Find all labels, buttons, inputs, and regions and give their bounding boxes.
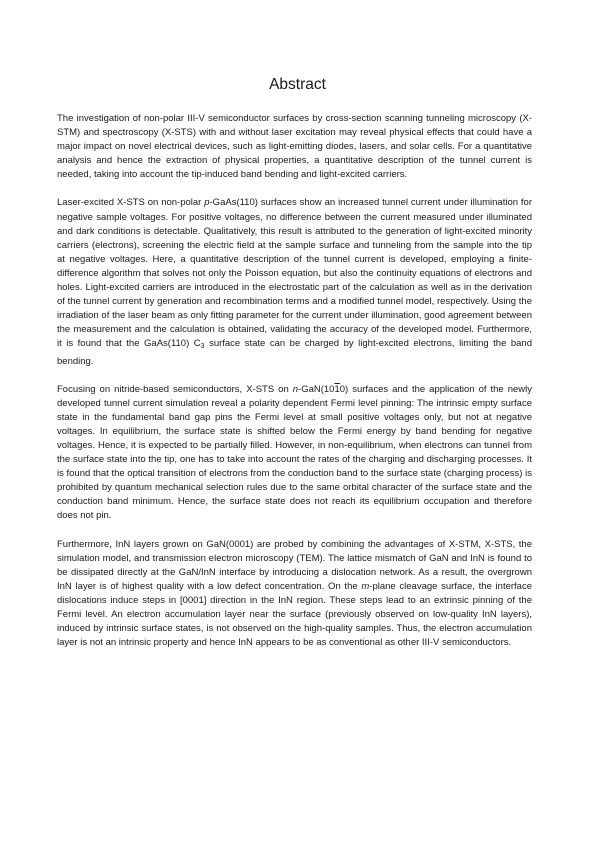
paragraph-2-text-body: surfaces show an increased tunnel current under illumination for negative sample voltages. For positive voltages, no difference between the current measured under illuminated and dark conditions is detectable. Qualitatively, this result is attributed to the generation of light-excited minority carriers (electrons), screening the electric field at the sample surface and tunneling from the sample into the tip at negative voltages. Here, a quantitative description of the tunnel current is developed, employing a finite-difference algorithm that solves not only the Poisson equation, but also the continuity equations of electrons and holes. Light-excited carriers are introduced in the electrostatic part of the calculation as well as in the derivation of the tunnel current by generation and recombination terms and a modified tunnel model, respectively. Using the irradiation of the laser beam as only fitting parameter for the current under illumination, good agreement between the measurement and the calculation is obtained, validating the accuracy of the developed model. Furthermore, it is found that the GaAs(110) C bbox=[57, 197, 532, 350]
paragraph-4-italic-m: m bbox=[361, 580, 370, 592]
paragraph-3-material-a: -GaN(10 bbox=[298, 383, 335, 395]
paragraph-3-material-b: 0) bbox=[339, 383, 349, 395]
paragraph-2-italic-p: p bbox=[204, 197, 210, 209]
paragraph-3-text-body: surfaces and the application of the newly developed tunnel current simulation reveal a polarity dependent Fermi level pinning: The intrinsic empty surface state in the fundamental band gap pins the Fermi level at small positive voltages only, but not at negative voltages. In equilibrium, the surface state is shifted below the Fermi energy by band bending for negative voltages. Hence, it is expected to be partially filled. However, in non-equilibrium, when electrons can tunnel from the surface state into the tip, one has to take into account the rates of the charging and discharging processes. It is found that the optical transition of electrons from the conduction band to the surface state (charging process) is prohibited by quantum mechanical selection rules due to the same orbital character of the surface state and the conduction band minimum. Hence, the surface state does not reach its equilibrium occupation and therefore does not pin. bbox=[57, 383, 532, 522]
page-title: Abstract bbox=[269, 76, 326, 93]
paragraph-3 bbox=[57, 383, 532, 524]
paragraph-1-text: The investigation of non-polar III-V semiconductor surfaces by cross-section scanning tunneling microscopy (X-STM) and spectroscopy (X-STS) with and without laser excitation may reveal physical effects that could have a major impact on novel electrical devices, such as light-emitting diodes, lasers, and solar cells. For a quantitative analysis and hence the extraction of physical properties, a quantitative description of the tunnel current is needed, taking into account the tip-induced band bending and light-excited carriers. bbox=[57, 113, 532, 181]
paragraph-4-text-body: -plane cleavage surface, the interface dislocations induce steps in [0001] direction in the InN region. These steps lead to an extrinsic pinning of the Fermi level. An electron accumulation layer near the surface (previously observed on low-quality InN layers), induced by intrinsic surface states, is not observed on the high-quality samples. Thus, the electron accumulation layer is not an intrinsic property and hence InN appears to be as conventional as other III-V semiconductors. bbox=[57, 580, 532, 649]
paragraph-2-material: -GaAs(110) bbox=[209, 197, 258, 209]
paragraph-2 bbox=[57, 196, 532, 368]
paragraph-1 bbox=[57, 112, 532, 182]
paragraph-3-italic-n: n bbox=[292, 383, 299, 395]
paragraph-3-overline-digit: 1 bbox=[334, 383, 340, 395]
abstract-body bbox=[57, 112, 532, 664]
paragraph-2-subscript: 3 bbox=[200, 343, 205, 351]
paragraph-4-text-start: Furthermore, InN layers grown on GaN(0001) are probed by combining the advantages of X-STM, X-STS, the simulation model, and transmission electron microscopy (TEM). The lattice mismatch of GaN and InN is found to be dissipated directly at the GaN/InN interface by introducing a dislocation network. As a result, the overgrown InN layer is of highest quality with a low defect concentration. On the bbox=[57, 538, 532, 592]
paragraph-2-text-end: surface state can be charged by light-excited electrons, limiting the band bending. bbox=[57, 338, 533, 367]
paragraph-3-text-start: Focusing on nitride-based semiconductors, X-STS on bbox=[57, 383, 293, 395]
paragraph-2-text-start: Laser-excited X-STS on non-polar bbox=[57, 197, 205, 209]
paragraph-4 bbox=[57, 538, 532, 651]
